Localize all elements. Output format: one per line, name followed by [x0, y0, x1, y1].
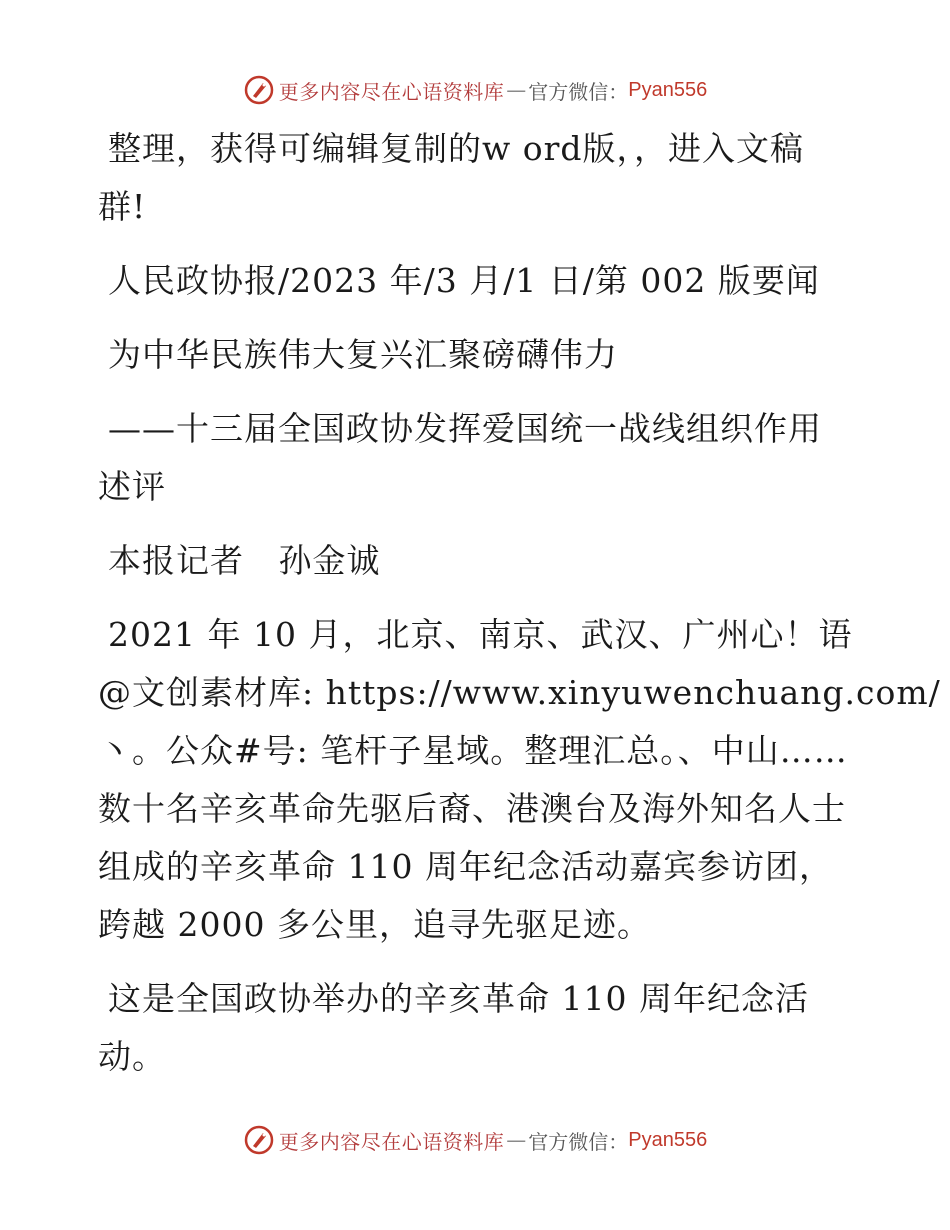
watermark-official-label: 官方微信：	[528, 1129, 629, 1154]
article-title	[98, 326, 858, 384]
article-byline	[98, 532, 858, 590]
text-line: 数十名辛亥革命先驱后裔、港澳台及海外知名人士	[98, 789, 846, 828]
text-line: 为中华民族伟大复兴汇聚磅礴伟力	[108, 335, 618, 374]
document-body	[98, 120, 941, 1102]
text-line: 动。	[98, 1037, 166, 1076]
paragraph-source	[98, 252, 858, 310]
footer-watermark	[0, 1120, 950, 1160]
watermark-dash: —	[506, 78, 527, 102]
text-line: 本报记者 孙金诚	[108, 541, 381, 580]
paragraph-body-1	[98, 606, 941, 954]
header-watermark	[0, 70, 950, 110]
text-line: 组成的辛亥革命 110 周年纪念活动嘉宾参访团，	[98, 847, 833, 886]
pen-nib-logo-icon	[243, 74, 275, 106]
article-subtitle	[98, 400, 858, 516]
paragraph-body-2	[98, 970, 858, 1086]
text-line: ——十三届全国政协发挥爱国统一战线组织作用	[108, 409, 822, 448]
watermark-brand: 更多内容尽在心语资料库	[278, 1129, 505, 1154]
paragraph-intro	[98, 120, 858, 236]
watermark-dash: —	[506, 1128, 527, 1152]
text-line: 群!	[98, 187, 147, 226]
text-line: 述评	[98, 467, 166, 506]
text-line: 整理，获得可编辑复制的w ord版，，进入文稿	[108, 129, 805, 168]
watermark-wechat-id: Pyan556	[628, 78, 708, 101]
pen-nib-logo-icon	[243, 1124, 275, 1156]
watermark-brand: 更多内容尽在心语资料库	[278, 79, 505, 104]
text-line: 跨越 2000 多公里，追寻先驱足迹。	[98, 905, 651, 944]
text-line: @文创素材库: https://www.xinyuwenchuang.com/	[98, 673, 941, 712]
text-line: 这是全国政协举办的辛亥革命 110 周年纪念活	[108, 979, 809, 1018]
watermark-official-label: 官方微信：	[528, 79, 629, 104]
text-line: 2021 年 10 月，北京、南京、武汉、广州心！语	[108, 615, 853, 654]
text-line: 人民政协报/2023 年/3 月/1 日/第 002 版要闻	[108, 261, 820, 300]
watermark-wechat-id: Pyan556	[628, 1128, 708, 1151]
text-line: 丶。公众#号: 笔杆子星域。整理汇总。、中山……	[98, 731, 848, 770]
